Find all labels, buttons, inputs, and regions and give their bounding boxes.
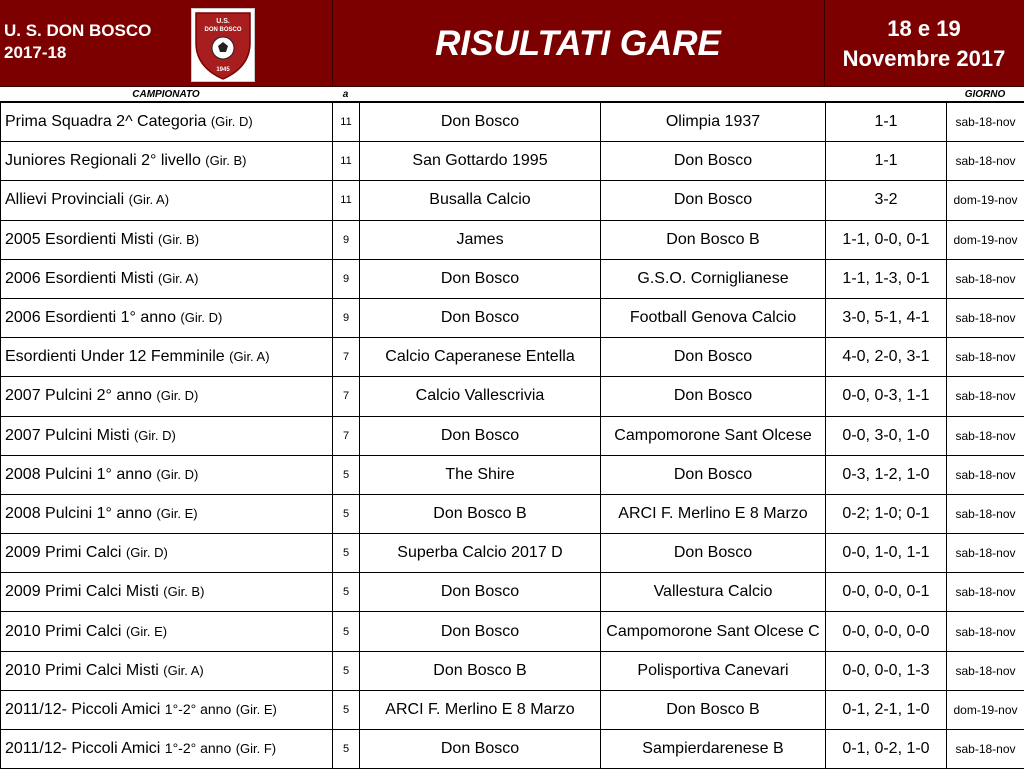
header-band bbox=[0, 0, 1024, 87]
cell-campionato bbox=[1, 259, 333, 298]
cell-day: dom-19-nov bbox=[947, 690, 1024, 729]
cell-a: 9 bbox=[333, 220, 360, 259]
cell-campionato bbox=[1, 455, 333, 494]
cell-a: 5 bbox=[333, 690, 360, 729]
campionato-name: 2009 Primi Calci Misti bbox=[5, 583, 159, 601]
campionato-name: 2007 Pulcini Misti bbox=[5, 426, 130, 444]
campionato-name: 2007 Pulcini 2° anno bbox=[5, 387, 152, 405]
cell-home-team: Don Bosco B bbox=[360, 651, 601, 690]
table-row bbox=[1, 573, 1024, 612]
campionato-girone: (Gir. E) bbox=[125, 623, 168, 639]
cell-home-team: Don Bosco bbox=[360, 259, 601, 298]
cell-away-team: Polisportiva Canevari bbox=[601, 651, 826, 690]
campionato-girone: (Gir. D) bbox=[180, 310, 223, 326]
cell-result: 1-1, 0-0, 0-1 bbox=[826, 220, 947, 259]
cell-result: 1-1, 1-3, 0-1 bbox=[826, 259, 947, 298]
cell-result: 3-0, 5-1, 4-1 bbox=[826, 298, 947, 337]
campionato-girone: (Gir. A) bbox=[229, 349, 270, 365]
campionato-girone: (Gir. B) bbox=[163, 584, 205, 600]
cell-away-team: Don Bosco bbox=[601, 377, 826, 416]
cell-day: dom-19-nov bbox=[947, 220, 1024, 259]
campionato-girone: (Gir. A) bbox=[157, 270, 199, 286]
cell-a: 5 bbox=[333, 651, 360, 690]
cell-a: 9 bbox=[333, 259, 360, 298]
campionato-girone: (Gir. F) bbox=[235, 741, 277, 757]
club-logo bbox=[191, 8, 255, 82]
cell-campionato bbox=[1, 494, 333, 533]
campionato-sub: 1°-2° anno bbox=[164, 740, 232, 757]
cell-result: 1-1 bbox=[826, 142, 947, 181]
cell-day: sab-18-nov bbox=[947, 416, 1024, 455]
table-row bbox=[1, 690, 1024, 729]
cell-campionato bbox=[1, 690, 333, 729]
club-crest-icon bbox=[192, 9, 254, 81]
cell-result: 0-0, 0-0, 0-0 bbox=[826, 612, 947, 651]
cell-home-team: ARCI F. Merlino E 8 Marzo bbox=[360, 690, 601, 729]
cell-a: 5 bbox=[333, 730, 360, 769]
table-row bbox=[1, 455, 1024, 494]
cell-a: 11 bbox=[333, 181, 360, 220]
cell-away-team: Don Bosco bbox=[601, 142, 826, 181]
svg-text:1945: 1945 bbox=[216, 67, 230, 73]
cell-away-team: Vallestura Calcio bbox=[601, 573, 826, 612]
table-row bbox=[1, 220, 1024, 259]
cell-day: sab-18-nov bbox=[947, 494, 1024, 533]
table-row bbox=[1, 494, 1024, 533]
cell-day: sab-18-nov bbox=[947, 103, 1024, 142]
cell-home-team: Calcio Vallescrivia bbox=[360, 377, 601, 416]
cell-away-team: Don Bosco bbox=[601, 181, 826, 220]
cell-result: 0-0, 0-0, 0-1 bbox=[826, 573, 947, 612]
cell-home-team: The Shire bbox=[360, 455, 601, 494]
campionato-name: Juniores Regionali 2° livello bbox=[5, 152, 201, 170]
cell-day: sab-18-nov bbox=[947, 534, 1024, 573]
cell-campionato bbox=[1, 103, 333, 142]
campionato-name: Esordienti Under 12 Femminile bbox=[5, 348, 225, 366]
campionato-name: 2011/12- Piccoli Amici bbox=[5, 740, 161, 758]
cell-campionato bbox=[1, 612, 333, 651]
cell-day: dom-19-nov bbox=[947, 181, 1024, 220]
club-name bbox=[4, 20, 151, 64]
table-row bbox=[1, 534, 1024, 573]
cell-away-team: Campomorone Sant Olcese C bbox=[601, 612, 826, 651]
cell-result: 0-1, 2-1, 1-0 bbox=[826, 690, 947, 729]
cell-a: 5 bbox=[333, 573, 360, 612]
cell-home-team: Calcio Caperanese Entella bbox=[360, 338, 601, 377]
table-row bbox=[1, 612, 1024, 651]
cell-a: 7 bbox=[333, 338, 360, 377]
campionato-name: 2009 Primi Calci bbox=[5, 544, 122, 562]
cell-home-team: Busalla Calcio bbox=[360, 181, 601, 220]
cell-a: 5 bbox=[333, 494, 360, 533]
cell-away-team: Sampierdarenese B bbox=[601, 730, 826, 769]
cell-a: 11 bbox=[333, 142, 360, 181]
cell-a: 9 bbox=[333, 298, 360, 337]
cell-away-team: Don Bosco B bbox=[601, 220, 826, 259]
campionato-name: 2008 Pulcini 1° anno bbox=[5, 504, 152, 522]
cell-home-team: Don Bosco bbox=[360, 103, 601, 142]
cell-day: sab-18-nov bbox=[947, 573, 1024, 612]
cell-result: 0-3, 1-2, 1-0 bbox=[826, 455, 947, 494]
cell-result: 0-2; 1-0; 0-1 bbox=[826, 494, 947, 533]
cell-day: sab-18-nov bbox=[947, 730, 1024, 769]
cell-home-team: Don Bosco bbox=[360, 573, 601, 612]
cell-a: 5 bbox=[333, 612, 360, 651]
cell-away-team: Don Bosco B bbox=[601, 690, 826, 729]
cell-campionato bbox=[1, 181, 333, 220]
cell-campionato bbox=[1, 534, 333, 573]
campionato-sub: 1°-2° anno bbox=[164, 700, 232, 717]
campionato-name: 2005 Esordienti Misti bbox=[5, 230, 154, 248]
date-month: Novembre 2017 bbox=[842, 46, 1006, 71]
cell-away-team: Don Bosco bbox=[601, 534, 826, 573]
campionato-name: 2010 Primi Calci Misti bbox=[5, 661, 159, 679]
table-row bbox=[1, 651, 1024, 690]
cell-day: sab-18-nov bbox=[947, 259, 1024, 298]
campionato-girone: (Gir. D) bbox=[156, 466, 199, 482]
cell-campionato bbox=[1, 416, 333, 455]
cell-away-team: Football Genova Calcio bbox=[601, 298, 826, 337]
cell-day: sab-18-nov bbox=[947, 142, 1024, 181]
match-dates bbox=[824, 14, 1024, 74]
svg-text:U.S.: U.S. bbox=[216, 18, 230, 25]
cell-home-team: Don Bosco bbox=[360, 298, 601, 337]
page-title: RISULTATI GARE bbox=[435, 24, 721, 63]
cell-a: 11 bbox=[333, 103, 360, 142]
cell-home-team: Don Bosco B bbox=[360, 494, 601, 533]
cell-away-team: G.S.O. Corniglianese bbox=[601, 259, 826, 298]
table-row bbox=[1, 259, 1024, 298]
campionato-girone: (Gir. D) bbox=[156, 388, 199, 404]
campionato-name: 2006 Esordienti Misti bbox=[5, 269, 154, 287]
column-header-a: a bbox=[342, 89, 349, 100]
column-header-giorno: GIORNO bbox=[964, 89, 1006, 100]
campionato-girone: (Gir. A) bbox=[128, 192, 170, 208]
table-row bbox=[1, 730, 1024, 769]
season-line: 2017-18 bbox=[4, 43, 67, 62]
cell-day: sab-18-nov bbox=[947, 651, 1024, 690]
cell-result: 4-0, 2-0, 3-1 bbox=[826, 338, 947, 377]
column-header-campionato: CAMPIONATO bbox=[132, 89, 200, 100]
cell-away-team: Campomorone Sant Olcese bbox=[601, 416, 826, 455]
cell-day: sab-18-nov bbox=[947, 455, 1024, 494]
cell-a: 7 bbox=[333, 416, 360, 455]
cell-result: 1-1 bbox=[826, 103, 947, 142]
campionato-girone: (Gir. E) bbox=[156, 505, 198, 521]
campionato-girone: (Gir. D) bbox=[125, 545, 168, 561]
cell-home-team: San Gottardo 1995 bbox=[360, 142, 601, 181]
cell-result: 0-0, 0-0, 1-3 bbox=[826, 651, 947, 690]
campionato-girone: (Gir. B) bbox=[157, 231, 200, 247]
cell-campionato bbox=[1, 338, 333, 377]
campionato-name: 2006 Esordienti 1° anno bbox=[5, 309, 176, 327]
column-header-row bbox=[0, 87, 1024, 102]
cell-result: 0-1, 0-2, 1-0 bbox=[826, 730, 947, 769]
cell-away-team: Don Bosco bbox=[601, 338, 826, 377]
table-row bbox=[1, 142, 1024, 181]
cell-result: 0-0, 1-0, 1-1 bbox=[826, 534, 947, 573]
campionato-girone: (Gir. A) bbox=[163, 662, 204, 678]
cell-campionato bbox=[1, 730, 333, 769]
campionato-girone: (Gir. E) bbox=[235, 701, 277, 717]
table-row bbox=[1, 103, 1024, 142]
svg-text:DON BOSCO: DON BOSCO bbox=[204, 27, 242, 33]
campionato-name: 2008 Pulcini 1° anno bbox=[5, 465, 152, 483]
campionato-name: Prima Squadra 2^ Categoria bbox=[5, 113, 207, 131]
table-row bbox=[1, 377, 1024, 416]
cell-campionato bbox=[1, 142, 333, 181]
campionato-girone: (Gir. D) bbox=[133, 427, 176, 443]
cell-campionato bbox=[1, 298, 333, 337]
cell-result: 3-2 bbox=[826, 181, 947, 220]
cell-away-team: Olimpia 1937 bbox=[601, 103, 826, 142]
cell-away-team: ARCI F. Merlino E 8 Marzo bbox=[601, 494, 826, 533]
cell-home-team: Don Bosco bbox=[360, 730, 601, 769]
campionato-name: 2010 Primi Calci bbox=[5, 622, 122, 640]
cell-day: sab-18-nov bbox=[947, 338, 1024, 377]
cell-campionato bbox=[1, 377, 333, 416]
table-row bbox=[1, 338, 1024, 377]
cell-a: 5 bbox=[333, 534, 360, 573]
cell-home-team: Don Bosco bbox=[360, 612, 601, 651]
cell-home-team: James bbox=[360, 220, 601, 259]
cell-day: sab-18-nov bbox=[947, 298, 1024, 337]
campionato-girone: (Gir. B) bbox=[205, 153, 247, 169]
cell-campionato bbox=[1, 573, 333, 612]
club-name-line: U. S. DON BOSCO bbox=[4, 21, 152, 40]
campionato-name: Allievi Provinciali bbox=[5, 191, 125, 209]
cell-result: 0-0, 3-0, 1-0 bbox=[826, 416, 947, 455]
cell-result: 0-0, 0-3, 1-1 bbox=[826, 377, 947, 416]
table-row bbox=[1, 298, 1024, 337]
cell-a: 7 bbox=[333, 377, 360, 416]
cell-day: sab-18-nov bbox=[947, 612, 1024, 651]
cell-a: 5 bbox=[333, 455, 360, 494]
results-table bbox=[0, 102, 1024, 769]
campionato-name: 2011/12- Piccoli Amici bbox=[5, 700, 161, 718]
table-row bbox=[1, 416, 1024, 455]
campionato-girone: (Gir. D) bbox=[210, 114, 253, 130]
table-row bbox=[1, 181, 1024, 220]
cell-home-team: Superba Calcio 2017 D bbox=[360, 534, 601, 573]
cell-campionato bbox=[1, 220, 333, 259]
cell-day: sab-18-nov bbox=[947, 377, 1024, 416]
cell-away-team: Don Bosco bbox=[601, 455, 826, 494]
date-days: 18 e 19 bbox=[887, 16, 961, 41]
cell-home-team: Don Bosco bbox=[360, 416, 601, 455]
cell-campionato bbox=[1, 651, 333, 690]
results-table-body bbox=[1, 103, 1024, 769]
